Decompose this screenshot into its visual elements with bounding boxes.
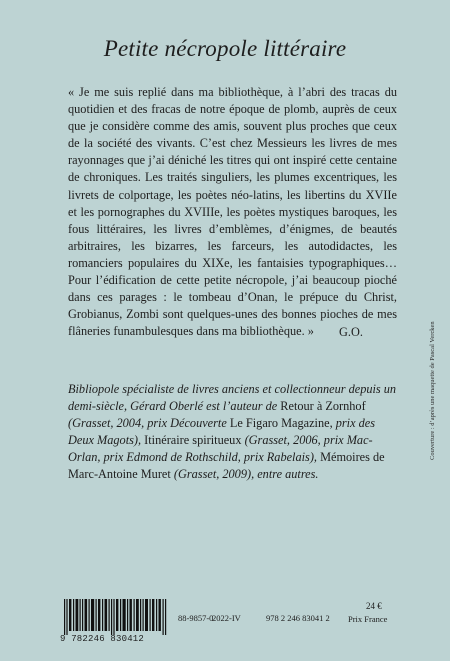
cover-credit: Couverture : d’après une maquette de Pascal Vercken: [429, 321, 436, 460]
bio-title-1: Retour à Zornhof: [280, 399, 366, 414]
quote-text: « Je me suis replié dans ma bibliothèque, à l’abri des tracas du quotidien et des fracas de notre époque de plomb, auprès de ceux que je considère comme des amis, souvent plus proches que ceux de la société des vivants. C’est chez Messieurs les livres de mes rayonnages que j’ai déniché les titres qui ont inspiré cette centaine de chroniques. Les traités singuliers, les plumes excentriques, les livrets de colportage, les poètes néo-latins, les libertins du XVIIe et les pornographes du XVIIIe, les poètes mystiques baroques, les fous littéraires, les livres d’emblèmes, d’énigmes, de beautés arbitraires, les bizarres, les farceurs, les autodidactes, les romanciers populaires du XIXe, les fantaisies typographiques… Pour l’édification de cette petite nécropole, j’ai beaucoup pioché dans ces parages : le tombeau d’Onan, le prépuce du Christ, Grobianus, Zombi sont quelques-unes des bonnes pioches de mes flâneries funambulesques dans ma bibliothèque. »: [68, 85, 397, 339]
product-code: 88-9857-0: [178, 613, 214, 623]
price-label: Prix France: [348, 614, 388, 624]
edition-code: 2022-IV: [212, 613, 241, 623]
quote-signature: G.O.: [339, 325, 363, 339]
barcode: [64, 599, 168, 635]
bio-part-2: (Grasset, 2004, prix Découverte: [68, 416, 227, 431]
author-bio: [68, 381, 397, 484]
bio-title-3: Itinéraire spiritueux: [144, 433, 242, 448]
bio-part-4: (Grasset, 2006, prix Mac-Orlan, prix Edmond de Rothschild, prix Rabelais),: [68, 433, 373, 465]
book-title: Petite nécropole littéraire: [103, 36, 347, 61]
price: 24 €: [366, 601, 382, 611]
bio-part-5: (Grasset, 2009), entre autres.: [173, 467, 319, 482]
bio-part-3: prix des Deux Magots),: [68, 416, 376, 448]
barcode-number: 9 782246 830412: [60, 634, 145, 644]
bio-part-1: Bibliopole spécialiste de livres anciens et collectionneur depuis un demi-siècle, Gérard Oberlé est l’auteur de: [68, 382, 397, 414]
bio-title-2: Le Figaro Magazine,: [229, 416, 333, 431]
bio-title-4: Mémoires de Marc-Antoine Muret: [68, 450, 385, 482]
isbn: 978 2 246 83041 2: [266, 613, 330, 623]
back-cover-quote: [68, 84, 397, 340]
